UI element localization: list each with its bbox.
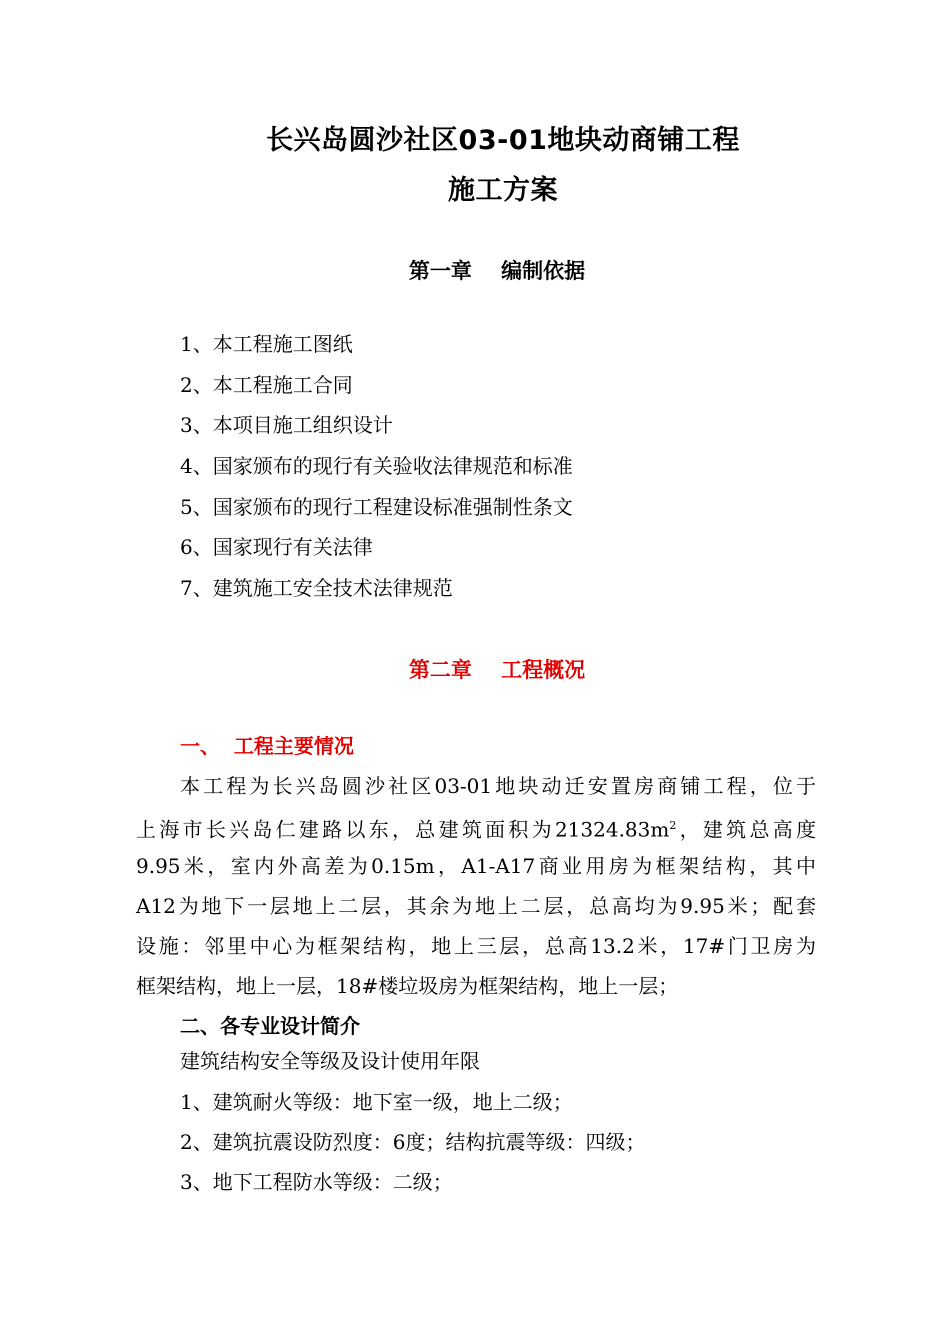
paragraph-line: 框架结构，地上一层，18#楼垃圾房为框架结构，地上一层；: [136, 974, 679, 998]
paragraph-text: 上海市长兴岛仁建路以东，总建筑面积为21324.83m: [136, 817, 670, 842]
chapter-2-heading: 第二章 工程概况: [408, 658, 586, 682]
list-item: 3、地下工程防水等级：二级；: [180, 1170, 453, 1194]
document-subtitle: 施工方案: [448, 175, 558, 206]
paragraph-line: 设施：邻里中心为框架结构，地上三层，总高13.2米，17#门卫房为: [136, 934, 816, 958]
paragraph-line: 9.95米，室内外高差为0.15m，A1-A17商业用房为框架结构，其中: [136, 854, 816, 878]
list-item: 1、本工程施工图纸: [180, 332, 353, 356]
document-title: 长兴岛圆沙社区03-01地块动商铺工程: [266, 125, 740, 156]
overview-paragraph: [136, 766, 816, 1006]
chapter-1-heading: 第一章 编制依据: [408, 259, 586, 283]
list-item: 6、国家现行有关法律: [180, 535, 373, 560]
list-item: 2、建筑抗震设防烈度：6度；结构抗震等级：四级；: [180, 1130, 646, 1154]
list-item: 5、国家颁布的现行工程建设标准强制性条文: [180, 494, 573, 519]
list-item: 4、国家颁布的现行有关验收法律规范和标准: [180, 454, 573, 479]
section-2-heading: 二、各专业设计简介: [180, 1014, 360, 1038]
list-item: 3、本项目施工组织设计: [180, 413, 393, 438]
basis-list: [180, 328, 573, 613]
paragraph-line: [136, 806, 816, 846]
superscript: 2: [669, 819, 677, 832]
list-item: 7、建筑施工安全技术法律规范: [180, 576, 453, 601]
paragraph-text: ，建筑总高度: [676, 817, 816, 842]
section-1-heading: 一、 工程主要情况: [180, 734, 354, 758]
list-item: 1、建筑耐火等级：地下室一级，地上二级；: [180, 1090, 573, 1114]
design-intro: 建筑结构安全等级及设计使用年限: [180, 1049, 480, 1073]
list-item: 2、本工程施工合同: [180, 372, 353, 397]
paragraph-line: 本工程为长兴岛圆沙社区03-01地块动迁安置房商铺工程，位于: [180, 774, 816, 798]
paragraph-line: A12为地下一层地上二层，其余为地上二层，总高均为9.95米；配套: [136, 894, 816, 918]
